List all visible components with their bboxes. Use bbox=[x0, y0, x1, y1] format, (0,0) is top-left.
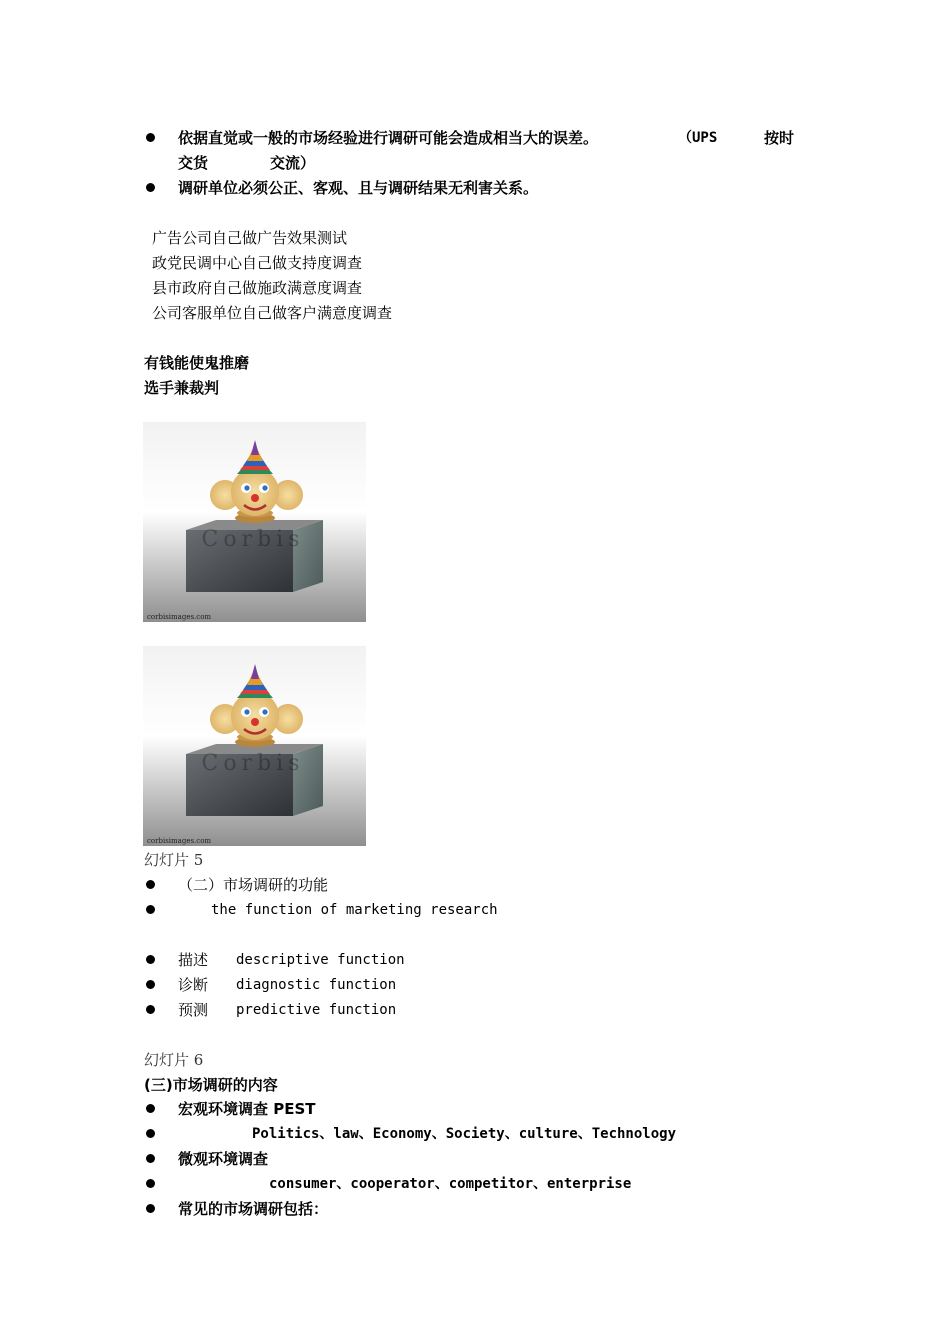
jack-in-the-box-image bbox=[143, 422, 366, 622]
slide-5-subtitle: the function of marketing research bbox=[211, 902, 498, 918]
jack-in-the-box-image bbox=[143, 646, 366, 846]
slide-6-item: 宏观环境调查 PEST bbox=[178, 1100, 316, 1118]
bullet-dot bbox=[146, 1104, 155, 1113]
slide-6-item: Politics、law、Economy、Society、culture、Technology bbox=[252, 1126, 677, 1142]
watermark-text: Corbis bbox=[201, 751, 305, 776]
example-line: 广告公司自己做广告效果测试 bbox=[152, 229, 348, 247]
bullet-dot bbox=[146, 1005, 155, 1014]
intro-bullet-1-aside: （UPS bbox=[678, 130, 718, 146]
example-line: 公司客服单位自己做客户满意度调查 bbox=[152, 304, 393, 322]
intro-bullet-1-cont-1: 交货 bbox=[178, 154, 209, 172]
slide-5-label: 幻灯片 5 bbox=[144, 851, 204, 869]
bullet-dot bbox=[146, 183, 155, 192]
slide-6-label: 幻灯片 6 bbox=[144, 1051, 204, 1069]
intro-bullet-1-cont-2: 交流） bbox=[270, 154, 316, 172]
slide-6-title: (三)市场调研的内容 bbox=[144, 1076, 278, 1094]
intro-bullet-1-aside-2: 按时 bbox=[764, 129, 795, 147]
function-cn: 诊断 bbox=[178, 976, 209, 994]
example-line: 县市政府自己做施政满意度调查 bbox=[152, 279, 363, 297]
slide-6-item: consumer、cooperator、competitor、enterprise bbox=[269, 1176, 632, 1192]
bullet-dot bbox=[146, 1204, 155, 1213]
function-en: predictive function bbox=[236, 1002, 397, 1018]
example-line: 政党民调中心自己做支持度调查 bbox=[152, 254, 363, 272]
slide-5-title: （二）市场调研的功能 bbox=[178, 876, 329, 894]
proverb-line: 有钱能使鬼推磨 bbox=[144, 354, 250, 372]
function-cn: 描述 bbox=[178, 951, 209, 969]
function-en: descriptive function bbox=[236, 952, 405, 968]
function-cn: 预测 bbox=[178, 1001, 209, 1019]
bullet-dot bbox=[146, 955, 155, 964]
image-caption: corbisimages.com bbox=[147, 837, 212, 845]
bullet-dot bbox=[146, 1154, 155, 1163]
bullet-dot bbox=[146, 880, 155, 889]
bullet-dot bbox=[146, 1129, 155, 1138]
slide-6-item: 微观环境调查 bbox=[178, 1150, 269, 1168]
function-en: diagnostic function bbox=[236, 977, 397, 993]
bullet-dot bbox=[146, 980, 155, 989]
bullet-dot bbox=[146, 133, 155, 142]
proverb-line: 选手兼裁判 bbox=[144, 379, 220, 397]
intro-bullet-2: 调研单位必须公正、客观、且与调研结果无利害关系。 bbox=[178, 179, 539, 197]
bullet-dot bbox=[146, 905, 155, 914]
slide-6-item: 常见的市场调研包括： bbox=[178, 1200, 329, 1218]
bullet-dot bbox=[146, 1179, 155, 1188]
intro-bullet-1: 依据直觉或一般的市场经验进行调研可能会造成相当大的误差。 bbox=[178, 129, 599, 147]
image-caption: corbisimages.com bbox=[147, 613, 212, 621]
watermark-text: Corbis bbox=[201, 527, 305, 552]
